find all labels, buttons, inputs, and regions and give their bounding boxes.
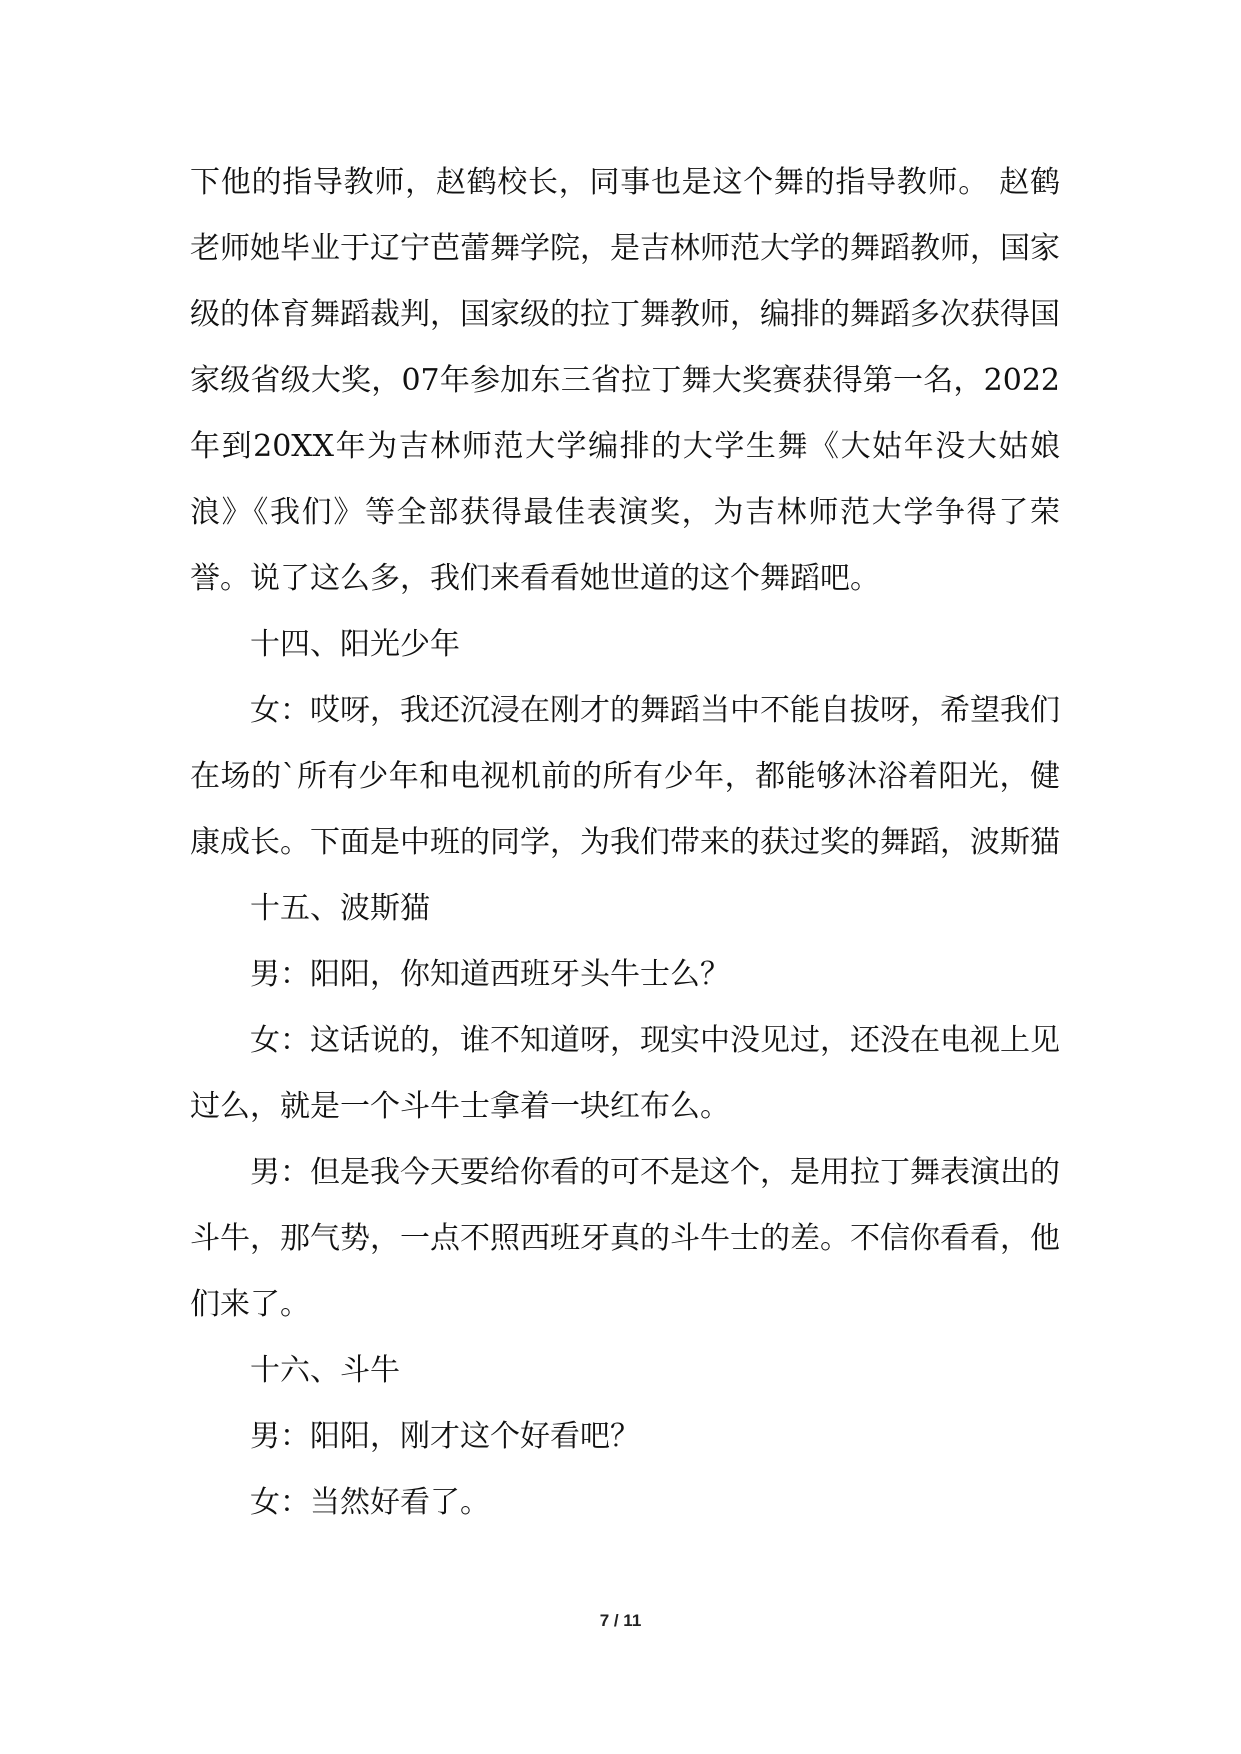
dialogue-female-1: 女：哎呀，我还沉浸在刚才的舞蹈当中不能自拔呀，希望我们在场的`所有少年和电视机前的所有少年，都能够沐浴着阳光，健康成长。下面是中班的同学，为我们带来的获过奖的舞蹈，波斯猫: [190, 693, 1060, 860]
paragraph-zhao-he-intro: 下他的指导教师，赵鹤校长，同事也是这个舞的指导教师。 赵鹤老师她毕业于辽宁芭蕾舞学院，是吉林师范大学的舞蹈教师，国家级的体育舞蹈裁判，国家级的拉丁舞教师，编排的舞蹈多次获得国家级省级大奖，07年参加东三省拉丁舞大奖赛获得第一名，2022年到20XX年为吉林师范大学编排的大学生舞《大姑年没大姑娘浪》《我们》等全部获得最佳表演奖，为吉林师范大学争得了荣誉。说了这么多，我们来看看她世道的这个舞蹈吧。: [190, 165, 1060, 596]
page-number: 7 / 11: [599, 1611, 642, 1630]
dialogue-female-3: 女：当然好看了。: [250, 1485, 490, 1520]
section-heading-15: 十五、波斯猫: [250, 891, 430, 926]
dialogue-male-1: 男：阳阳，你知道西班牙头牛士么？: [250, 957, 730, 992]
section-heading-14: 十四、阳光少年: [250, 627, 460, 662]
document-body: [190, 150, 1060, 1536]
dialogue-female-2: 女：这话说的，谁不知道呀，现实中没见过，还没在电视上见过么，就是一个斗牛士拿着一块红布么。: [190, 1023, 1060, 1124]
section-heading-16: 十六、斗牛: [250, 1353, 400, 1388]
dialogue-male-2: 男：但是我今天要给你看的可不是这个，是用拉丁舞表演出的斗牛，那气势，一点不照西班牙真的斗牛士的差。不信你看看，他们来了。: [190, 1155, 1060, 1322]
dialogue-male-3: 男：阳阳，刚才这个好看吧？: [250, 1419, 640, 1454]
